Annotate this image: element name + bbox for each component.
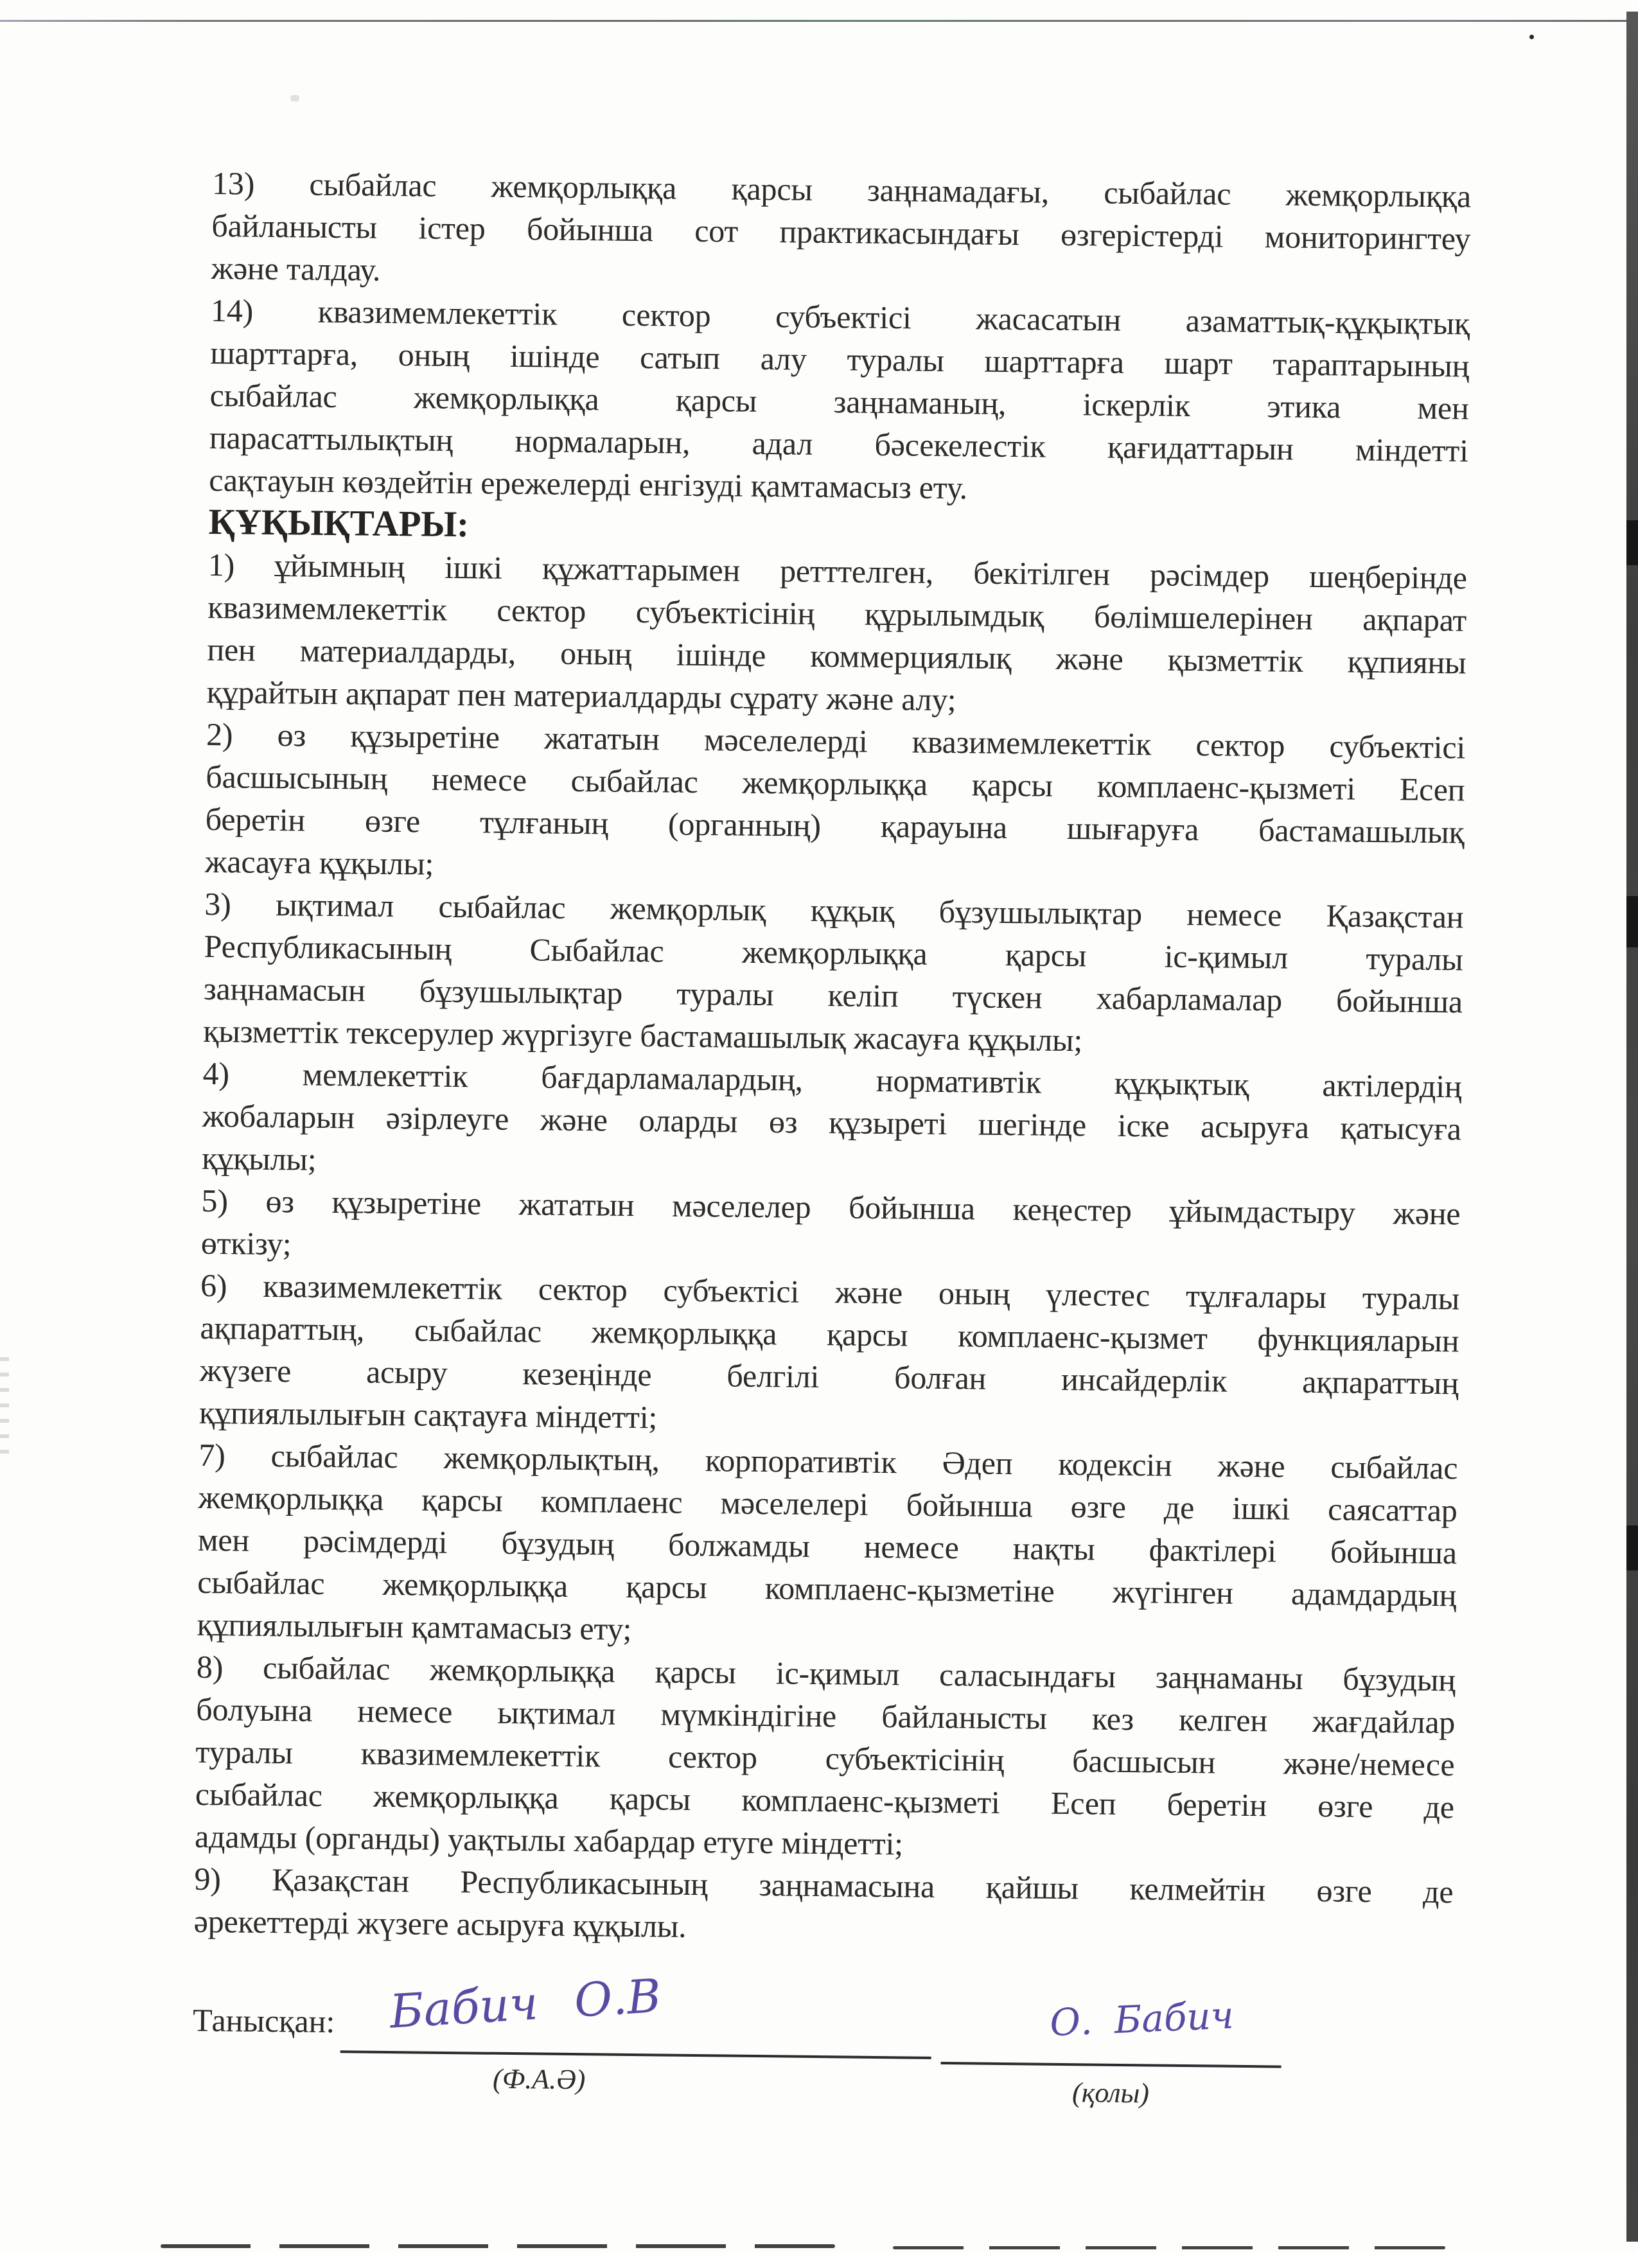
document-text	[193, 162, 1471, 1955]
sign-underline	[941, 2062, 1281, 2068]
text-line: Республикасының Сыбайлас жемқорлыққа қарсы іс-қимыл туралы	[204, 927, 1463, 978]
text-line: пен материалдарды, оның ішінде коммерциялық және қызметтік құпияны	[207, 631, 1466, 681]
scan-artifact-smudge	[290, 95, 299, 101]
text-line: басшысының немесе сыбайлас жемқорлыққа қарсы комплаенс-қызметі Есеп	[206, 758, 1465, 808]
text-line: беретін өзге тұлғаның (органның) қарауына шығаруға бастамашылық	[205, 800, 1465, 850]
text-line: 9) Қазақстан Республикасының заңнамасына қайшы келмейтін өзге де	[194, 1860, 1454, 1910]
text-line: парасаттылықтың нормаларын, адал бәсекелестік қағидаттарын міндетті	[209, 419, 1469, 469]
text-line: өткізу;	[200, 1224, 292, 1262]
sign-caption: (қолы)	[1071, 2077, 1150, 2109]
text-line: адамды (органды) уақтылы хабардар етуге міндетті;	[194, 1818, 904, 1862]
text-line: құрайтын ақпарат пен материалдарды сұрату және алу;	[206, 673, 956, 718]
text-line: 6) квазимемлекеттік сектор субъектісі және оның үлестес тұлғалары туралы	[200, 1267, 1460, 1317]
text-line: ақпараттың, сыбайлас жемқорлыққа қарсы комплаенс-қызмет функцияларын	[200, 1309, 1459, 1359]
scan-artifact-left-marks	[0, 1354, 9, 1454]
text-line: заңнамасын бұзушылықтар туралы келіп түскен хабарламалар бойынша	[203, 970, 1463, 1020]
text-line: квазимемлекеттік сектор субъектісінің құрылымдық бөлімшелерінен ақпарат	[207, 588, 1467, 638]
text-line: 14) квазимемлекеттік сектор субъектісі жасасатын азаматтық-құқықтық	[210, 292, 1470, 342]
scan-artifact-right-blot	[1626, 896, 1638, 947]
text-line: жасауға құқылы;	[204, 843, 434, 882]
text-line: жемқорлыққа қарсы комплаенс мәселелері бойынша өзге де ішкі саясаттар	[198, 1479, 1457, 1529]
scan-artifact-right-strip	[1626, 12, 1638, 2242]
text-line: 3) ықтимал сыбайлас жемқорлық құқық бұзушылықтар немесе Қазақстан	[204, 885, 1464, 935]
text-line: және талдау.	[211, 249, 381, 288]
text-line: 7) сыбайлас жемқорлықтың, корпоративтік Әдеп кодексін және сыбайлас	[198, 1436, 1458, 1486]
text-line: мен рәсімдерді бұзудың болжамды немесе нақты фактілері бойынша	[197, 1521, 1457, 1571]
fio-underline	[340, 2050, 931, 2059]
scan-artifact-top-line	[0, 20, 1638, 22]
text-line: байланысты істер бойынша сот практикасындағы өзгерістерді мониторингтеу	[211, 207, 1471, 257]
signature-label: Танысқан:	[192, 2001, 335, 2040]
text-line: құпиялылығын қамтамасыз ету;	[197, 1606, 632, 1647]
text-line: әрекеттерді жүзеге асыруға құқылы.	[193, 1903, 687, 1944]
scan-artifact-right-blot	[1626, 520, 1638, 565]
scan-artifact-bottom-streak	[893, 2246, 1445, 2249]
scan-artifact-right-blot	[1626, 1525, 1638, 1570]
sign-signature-handwriting: О. Бабич	[1049, 1993, 1235, 2045]
text-line: туралы квазимемлекеттік сектор субъектісінің басшысын және/немесе	[195, 1733, 1455, 1783]
scan-artifact-dot	[1529, 35, 1534, 39]
section-heading: ҚҰҚЫҚТАРЫ:	[208, 501, 470, 545]
text-line: сақтауын көздейтін ережелерді енгізуді қамтамасыз ету.	[209, 461, 968, 506]
text-line: жобаларын әзірлеуге және оларды өз құзыреті шегінде іске асыруға қатысуға	[202, 1097, 1462, 1147]
text-line: 5) өз құзыретіне жататын мәселелер бойынша кеңестер ұйымдастыру және	[201, 1182, 1461, 1232]
text-line: болуына немесе ықтимал мүмкіндігіне байланысты кез келген жағдайлар	[195, 1691, 1456, 1741]
text-line: сыбайлас жемқорлыққа қарсы комплаенс-қызметі Есеп беретін өзге де	[195, 1775, 1455, 1825]
text-line: 1) ұйымның ішкі құжаттарымен ретттелген, бекітілген рәсімдер шеңберінде	[207, 546, 1468, 596]
fio-caption: (Ф.А.Ә)	[492, 2062, 586, 2096]
scan-artifact-bottom-streak	[161, 2244, 835, 2248]
text-line: 4) мемлекеттік бағдарламалардың, нормативтік құқықтық актілердің	[202, 1055, 1462, 1105]
text-line: құқылы;	[201, 1139, 317, 1177]
text-line: сыбайлас жемқорлыққа қарсы заңнаманың, іскерлік этика мен	[209, 376, 1469, 426]
text-line: құпиялылығын сақтауға міндетті;	[198, 1394, 658, 1436]
text-line: 8) сыбайлас жемқорлыққа қарсы іс-қимыл саласындағы заңнаманы бұзудың	[196, 1648, 1456, 1698]
text-line: 13) сыбайлас жемқорлыққа қарсы заңнамадағы, сыбайлас жемқорлыққа	[211, 165, 1472, 215]
text-line: 2) өз құзыретіне жататын мәселелерді квазимемлекеттік сектор субъектісі	[206, 716, 1466, 766]
fio-signature-handwriting: Бабич О.В	[388, 1968, 663, 2039]
text-line: қызметтік тексерулер жүргізуге бастамашылық жасауға құқылы;	[203, 1012, 1083, 1059]
text-line: шарттарға, оның ішінде сатып алу туралы шарттарға шарт тараптарының	[210, 334, 1470, 384]
text-line: жүзеге асыру кезеңінде белгілі болған инсайдерлік ақпараттың	[199, 1351, 1459, 1402]
text-line: сыбайлас жемқорлыққа қарсы комплаенс-қызметіне жүгінген адамдардың	[197, 1563, 1457, 1613]
